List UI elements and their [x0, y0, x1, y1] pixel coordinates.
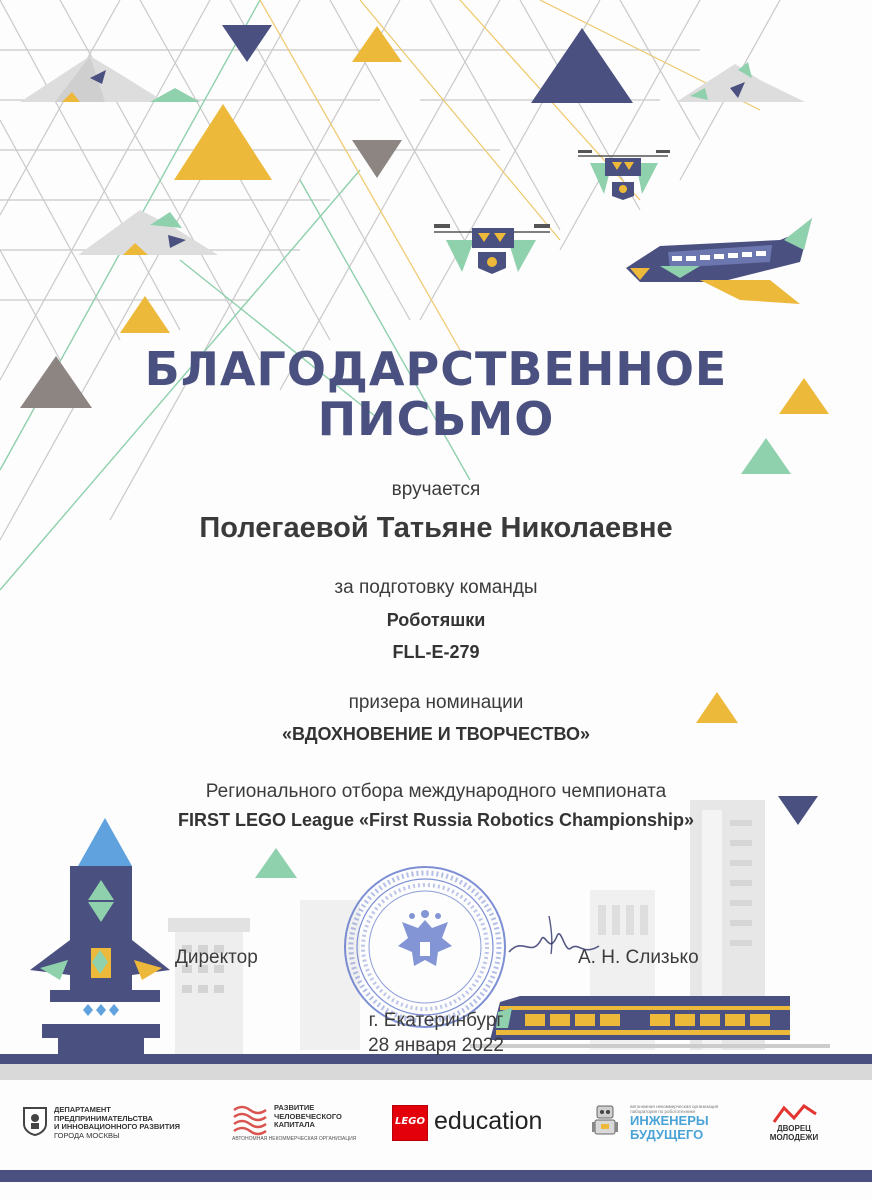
plane-icon: [626, 218, 812, 304]
mountain-icon: [78, 210, 218, 255]
gold-triangle: [174, 104, 272, 180]
education-wordmark: education: [434, 1107, 543, 1135]
recipient-name: Полегаевой Татьяне Николаевне: [199, 512, 673, 544]
dept-line2: ПРЕДПРИНИМАТЕЛЬСТВА: [54, 1113, 153, 1123]
palace-line1: ДВОРЕЦ: [776, 1124, 811, 1133]
lego-brick-logo: [392, 1105, 428, 1141]
awarded-text: вручается: [391, 479, 481, 500]
eng-line2: БУДУЩЕГО: [630, 1127, 704, 1142]
footer-band: [0, 1170, 872, 1182]
official-stamp: [340, 862, 510, 1032]
team-code: FLL-E-279: [392, 642, 480, 662]
certificate-title-line1: БЛАГОДАРСТВЕННОЕ: [144, 342, 728, 396]
rchk-line3: КАПИТАЛА: [274, 1120, 315, 1129]
signer-name: А. Н. Слизько: [578, 947, 699, 968]
certificate-title-line2: ПИСЬМО: [317, 392, 555, 446]
palace-line2: МОЛОДЕЖИ: [769, 1133, 819, 1142]
prize-text: призера номинации: [348, 692, 524, 713]
team-name: Роботяшки: [386, 610, 486, 630]
director-label: Директор: [175, 947, 258, 968]
robot-icon: [590, 1104, 620, 1140]
eng-line1: ИНЖЕНЕРЫ: [630, 1113, 709, 1128]
waves-icon: [232, 1104, 268, 1136]
dept-line1: ДЕПАРТАМЕНТ: [54, 1105, 111, 1114]
date-text: 28 января 2022: [368, 1035, 504, 1056]
rchk-line1: РАЗВИТИЕ: [274, 1103, 315, 1112]
event-line1: Регионального отбора международного чемпионата: [205, 781, 667, 802]
mountain-icon: [20, 56, 200, 102]
nomination-title: «ВДОХНОВЕНИЕ И ТВОРЧЕСТВО»: [281, 724, 591, 744]
gray-triangle: [352, 140, 402, 178]
drone-icon: [434, 224, 550, 274]
eng-small-line2: лаборатория по робототехнике: [630, 1109, 696, 1114]
lego-wordmark: LEGO: [395, 1116, 425, 1127]
coat-of-arms-icon: [398, 910, 452, 966]
palace-mark-icon: [772, 1104, 818, 1124]
gold-grid-lines: [260, 0, 760, 350]
rchk-line2: ЧЕЛОВЕЧЕСКОГО: [274, 1111, 342, 1121]
ground-band: [0, 1064, 872, 1080]
rchk-line4: АВТОНОМНАЯ НЕКОММЕРЧЕСКАЯ ОРГАНИЗАЦИЯ: [232, 1136, 357, 1142]
dept-line4: ГОРОДА МОСКВЫ: [54, 1130, 120, 1140]
dept-line3: И ИННОВАЦИОННОГО РАЗВИТИЯ: [54, 1122, 181, 1131]
mint-triangle: [255, 848, 297, 878]
reason-text: за подготовку команды: [334, 577, 538, 598]
gold-triangle: [120, 296, 170, 333]
moscow-emblem-icon: [22, 1106, 48, 1136]
city-text: г. Екатеринбург: [368, 1010, 504, 1031]
mountain-icon: [676, 62, 805, 102]
eng-small-line1: автономная некоммерческая организация: [630, 1104, 719, 1109]
event-line2: FIRST LEGO League «First Russia Robotics Championship»: [177, 810, 695, 830]
gold-triangle: [352, 26, 402, 62]
